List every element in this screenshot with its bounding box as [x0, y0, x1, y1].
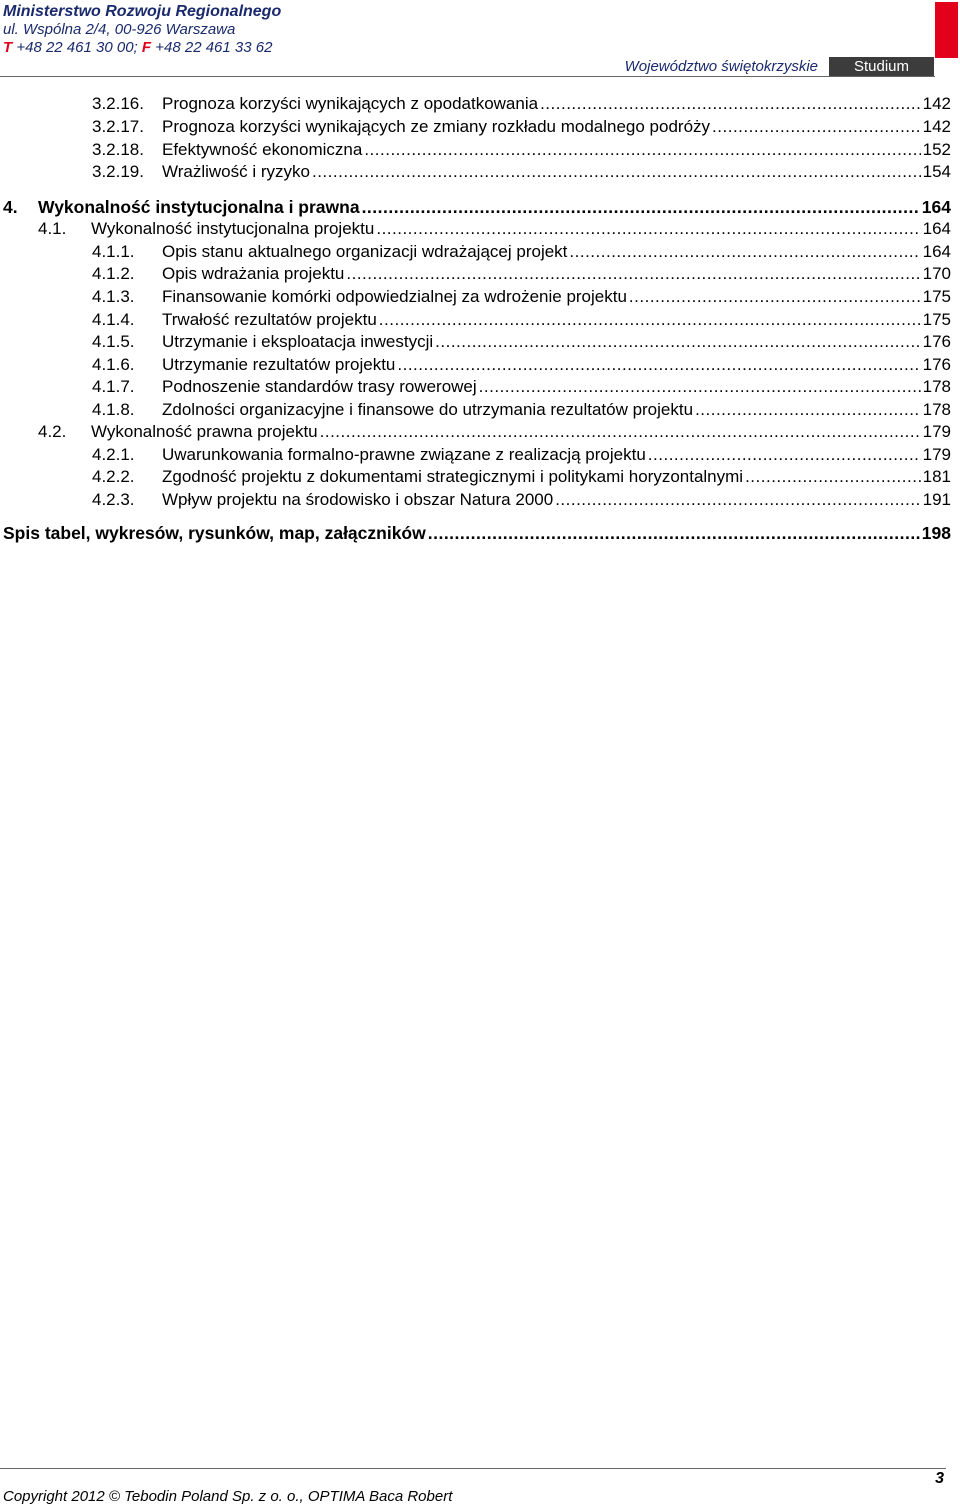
toc-entry-title: Utrzymanie i eksploatacja inwestycji: [162, 332, 434, 351]
toc-dot-leader: [745, 467, 921, 487]
toc-entry[interactable]: [38, 422, 951, 444]
toc-dot-leader: [555, 490, 920, 510]
ministry-address: ul. Wspólna 2/4, 00-926 Warszawa: [3, 21, 236, 38]
toc-entry-number: 4.1.: [38, 219, 67, 238]
toc-entry-number: 4.1.6.: [92, 355, 135, 374]
page-number: 3: [935, 1470, 944, 1487]
phone-number: +48 22 461 30 00;: [16, 39, 138, 56]
toc-dot-leader: [397, 355, 920, 375]
toc-entry-title: Wykonalność instytucjonalna projektu: [91, 219, 375, 238]
toc-entry-page: 179: [922, 445, 951, 464]
toc-entry-page: 175: [922, 287, 951, 306]
toc-entry-page: 154: [922, 162, 951, 181]
toc-entry-page: 179: [922, 422, 951, 441]
region-label: Województwo świętokrzyskie: [624, 58, 818, 75]
toc-entry-number: 4.2.2.: [92, 467, 135, 486]
toc-entry-number: 4.: [3, 197, 18, 217]
toc-dot-leader: [695, 400, 921, 420]
toc-entry[interactable]: [92, 242, 951, 264]
toc-entry[interactable]: [92, 467, 951, 489]
toc-dot-leader: [569, 242, 920, 262]
toc-entry-title: Prognoza korzyści wynikających ze zmiany rozkładu modalnego podróży: [162, 117, 711, 136]
toc-entry[interactable]: [92, 445, 951, 467]
toc-entry-title: Wpływ projektu na środowisko i obszar Natura 2000: [162, 490, 554, 509]
toc-entry-number: 4.1.3.: [92, 287, 135, 306]
toc-entry-number: 4.1.2.: [92, 264, 135, 283]
toc-entry-page: 142: [922, 117, 951, 136]
toc-entry[interactable]: [92, 490, 951, 512]
toc-entry-page: 191: [922, 490, 951, 509]
toc-entry-number: 3.2.18.: [92, 140, 144, 159]
toc-entry-title: Zdolności organizacyjne i finansowe do utrzymania rezultatów projektu: [162, 400, 694, 419]
toc-entry-page: 198: [921, 523, 951, 543]
toc-entry[interactable]: [92, 310, 951, 332]
toc-entry-number: 4.2.: [38, 422, 67, 441]
contact-phones: [3, 39, 272, 56]
toc-entry-title: Spis tabel, wykresów, rysunków, map, załączników: [3, 523, 426, 543]
toc-entry-number: 4.1.8.: [92, 400, 135, 419]
toc-entry[interactable]: [38, 219, 951, 241]
toc-entry-page: 164: [921, 197, 951, 217]
toc-list-of-figures-entry[interactable]: [3, 523, 951, 545]
page-header: [0, 0, 960, 80]
toc-entry-title: Finansowanie komórki odpowiedzialnej za wdrożenie projektu: [162, 287, 627, 306]
toc-entry-title: Wykonalność prawna projektu: [91, 422, 318, 441]
toc-dot-leader: [712, 117, 921, 137]
footer-divider: [0, 1468, 946, 1469]
footer-copyright: Copyright 2012 © Tebodin Poland Sp. z o. o., OPTIMA Baca Robert: [3, 1488, 453, 1505]
toc-dot-leader: [346, 264, 920, 284]
toc-entry[interactable]: [92, 264, 951, 286]
studium-badge: Studium: [829, 57, 934, 76]
toc-dot-leader: [320, 422, 921, 442]
red-accent-bar: [935, 2, 958, 58]
toc-entry[interactable]: [92, 140, 951, 162]
toc-entry-page: 181: [922, 467, 951, 486]
toc-entry-number: 3.2.19.: [92, 162, 144, 181]
toc-entry-page: 176: [922, 332, 951, 351]
toc-entry-number: 3.2.16.: [92, 94, 144, 113]
toc-entry-number: 3.2.17.: [92, 117, 144, 136]
toc-entry-page: 142: [922, 94, 951, 113]
toc-dot-leader: [379, 310, 921, 330]
toc-entry-page: 164: [922, 219, 951, 238]
toc-entry[interactable]: [92, 287, 951, 309]
toc-entry-number: 4.2.1.: [92, 445, 135, 464]
toc-entry-page: 178: [922, 400, 951, 419]
toc-dot-leader: [435, 332, 920, 352]
fax-label: F: [141, 39, 152, 56]
toc-entry[interactable]: [92, 377, 951, 399]
toc-entry-title: Wykonalność instytucjonalna i prawna: [38, 197, 360, 217]
toc-entry-title: Wrażliwość i ryzyko: [162, 162, 310, 181]
toc-entry-title: Opis stanu aktualnego organizacji wdrażającej projekt: [162, 242, 568, 261]
toc-entry-title: Zgodność projektu z dokumentami strategicznymi i politykami horyzontalnymi: [162, 467, 744, 486]
toc-entry-page: 170: [922, 264, 951, 283]
toc-dot-leader: [376, 219, 920, 239]
toc-entry-number: 4.1.4.: [92, 310, 135, 329]
ministry-name: Ministerstwo Rozwoju Regionalnego: [3, 3, 282, 20]
toc-entry-title: Podnoszenie standardów trasy rowerowej: [162, 377, 477, 396]
toc-dot-leader: [364, 140, 920, 160]
toc-entry-title: Prognoza korzyści wynikających z opodatkowania: [162, 94, 539, 113]
header-divider: [0, 76, 935, 77]
toc-entry-title: Uwarunkowania formalno-prawne związane z realizacją projektu: [162, 445, 646, 464]
toc-entry-title: Utrzymanie rezultatów projektu: [162, 355, 396, 374]
toc-entry-number: 4.1.5.: [92, 332, 135, 351]
toc-entry-page: 164: [922, 242, 951, 261]
toc-entry[interactable]: [92, 355, 951, 377]
toc-entry-title: Efektywność ekonomiczna: [162, 140, 363, 159]
toc-dot-leader: [629, 287, 921, 307]
toc-chapter-entry[interactable]: [3, 197, 951, 219]
fax-number: +48 22 461 33 62: [155, 39, 273, 56]
toc-entry-number: 4.1.7.: [92, 377, 135, 396]
toc-entry-number: 4.2.3.: [92, 490, 135, 509]
toc-dot-leader: [540, 94, 921, 114]
toc-entry[interactable]: [92, 162, 951, 184]
toc-dot-leader: [648, 445, 921, 465]
toc-dot-leader: [428, 523, 920, 544]
toc-entry-page: 175: [922, 310, 951, 329]
toc-entry[interactable]: [92, 332, 951, 354]
toc-entry-page: 152: [922, 140, 951, 159]
toc-entry[interactable]: [92, 94, 951, 116]
toc-entry-page: 176: [922, 355, 951, 374]
toc-entry[interactable]: [92, 400, 951, 422]
toc-dot-leader: [362, 197, 920, 218]
toc-entry-number: 4.1.1.: [92, 242, 135, 261]
toc-entry-page: 178: [922, 377, 951, 396]
phone-label: T: [3, 39, 13, 56]
toc-dot-leader: [312, 162, 921, 182]
toc-dot-leader: [479, 377, 921, 397]
toc-entry[interactable]: [92, 117, 951, 139]
toc-entry-title: Trwałość rezultatów projektu: [162, 310, 377, 329]
toc-entry-title: Opis wdrażania projektu: [162, 264, 345, 283]
